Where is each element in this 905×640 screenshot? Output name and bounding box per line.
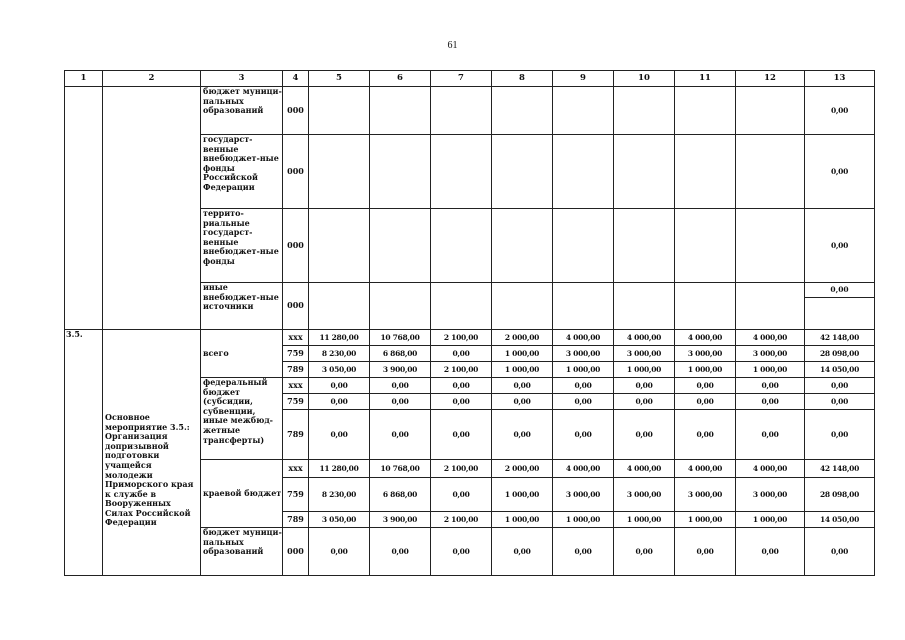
value-cell: 0,00 — [492, 378, 553, 394]
value-cell: 0,00 — [309, 528, 370, 576]
value-cell: 4 000,00 — [614, 460, 675, 478]
value-cell: 14 050,00 — [805, 362, 875, 378]
value-cell: 3 000,00 — [553, 478, 614, 512]
page-number: 61 — [447, 40, 458, 51]
value-cell: 4 000,00 — [553, 460, 614, 478]
value-cell: 0,00 — [614, 528, 675, 576]
funding-source: краевой бюджет — [201, 460, 283, 528]
value-cell: 28 098,00 — [805, 478, 875, 512]
funding-source: федеральный бюджет (субсидии, субвенции, иные межбюд-жетные трансферты) — [201, 378, 283, 460]
value-cell: 4 000,00 — [736, 460, 805, 478]
code-cell: 000 — [283, 87, 309, 135]
value-cell: 10 768,00 — [370, 460, 431, 478]
funding-source: государст-венные внебюджет-ные фонды Российской Федерации — [201, 135, 283, 209]
header-cell: 8 — [492, 71, 553, 87]
value-cell: 0,00 — [431, 478, 492, 512]
header-cell: 3 — [201, 71, 283, 87]
value-cell: 0,00 — [370, 528, 431, 576]
funding-source: бюджет муници-пальных образований — [201, 87, 283, 135]
header-cell: 9 — [553, 71, 614, 87]
value-cell: 0,00 — [309, 394, 370, 410]
header-cell: 10 — [614, 71, 675, 87]
value-cell: 2 000,00 — [492, 330, 553, 346]
value-cell: 14 050,00 — [805, 512, 875, 528]
value-cell: 1 000,00 — [736, 362, 805, 378]
code-cell: 759 — [283, 394, 309, 410]
value-cell: 0,00 — [370, 378, 431, 394]
header-cell: 11 — [675, 71, 736, 87]
value-cell: 4 000,00 — [675, 460, 736, 478]
value-cell: 0,00 — [370, 394, 431, 410]
value-cell: 3 050,00 — [309, 512, 370, 528]
value-cell: 6 868,00 — [370, 478, 431, 512]
header-cell: 12 — [736, 71, 805, 87]
value-cell: 1 000,00 — [553, 362, 614, 378]
item-number: 3.5. — [65, 330, 103, 576]
value-cell: 1 000,00 — [553, 512, 614, 528]
code-cell: 000 — [283, 283, 309, 330]
value-cell: 0,00 — [553, 410, 614, 460]
value-cell: 0,00 — [431, 410, 492, 460]
code-cell: 000 — [283, 209, 309, 283]
value-cell: 0,00 — [492, 528, 553, 576]
value-cell: 3 000,00 — [614, 346, 675, 362]
value-cell: 0,00 — [492, 410, 553, 460]
value-cell: 10 768,00 — [370, 330, 431, 346]
empty-cell — [103, 87, 201, 330]
total-cell: 0,00 — [805, 209, 875, 283]
header-cell: 13 — [805, 71, 875, 87]
value-cell: 4 000,00 — [553, 330, 614, 346]
value-cell: 4 000,00 — [614, 330, 675, 346]
value-cell: 4 000,00 — [675, 330, 736, 346]
value-cell: 42 148,00 — [805, 460, 875, 478]
value-cell: 0,00 — [614, 410, 675, 460]
value-cell: 0,00 — [736, 528, 805, 576]
code-cell: 000 — [283, 528, 309, 576]
value-cell: 3 000,00 — [675, 478, 736, 512]
value-cell: 0,00 — [492, 394, 553, 410]
header-row — [65, 71, 875, 87]
total-cell: 0,00 — [805, 87, 875, 135]
value-cell: 2 100,00 — [431, 362, 492, 378]
value-cell: 3 050,00 — [309, 362, 370, 378]
table-row — [65, 87, 875, 135]
funding-source: террито-риальные государст-венные внебюджет-ные фонды — [201, 209, 283, 283]
value-cell: 3 900,00 — [370, 362, 431, 378]
value-cell: 3 000,00 — [553, 346, 614, 362]
code-cell: ххх — [283, 330, 309, 346]
code-cell: 000 — [283, 135, 309, 209]
value-cell: 0,00 — [736, 378, 805, 394]
value-cell: 11 280,00 — [309, 330, 370, 346]
value-cell: 0,00 — [309, 378, 370, 394]
value-cell: 0,00 — [614, 394, 675, 410]
header-cell: 5 — [309, 71, 370, 87]
value-cell: 0,00 — [675, 394, 736, 410]
value-cell: 1 000,00 — [736, 512, 805, 528]
value-cell: 0,00 — [431, 528, 492, 576]
code-cell: 789 — [283, 410, 309, 460]
code-cell: 789 — [283, 362, 309, 378]
item-title: Основное мероприятие 3.5.: Организация допризывной подготовки учащейся молодежи Приморского края к службе в Вооруженных Силах Российской Федерации — [103, 330, 201, 576]
value-cell: 0,00 — [805, 410, 875, 460]
value-cell: 3 000,00 — [614, 478, 675, 512]
value-cell: 3 000,00 — [675, 346, 736, 362]
value-cell: 0,00 — [553, 378, 614, 394]
code-cell: 759 — [283, 478, 309, 512]
value-cell: 0,00 — [553, 394, 614, 410]
value-cell: 1 000,00 — [492, 362, 553, 378]
code-cell: 759 — [283, 346, 309, 362]
value-cell: 42 148,00 — [805, 330, 875, 346]
header-cell: 4 — [283, 71, 309, 87]
value-cell: 1 000,00 — [614, 512, 675, 528]
funding-source: всего — [201, 330, 283, 378]
value-cell: 3 000,00 — [736, 478, 805, 512]
value-cell: 0,00 — [431, 378, 492, 394]
value-cell: 1 000,00 — [614, 362, 675, 378]
value-cell: 0,00 — [805, 394, 875, 410]
value-cell: 11 280,00 — [309, 460, 370, 478]
code-cell: 789 — [283, 512, 309, 528]
value-cell: 1 000,00 — [492, 346, 553, 362]
value-cell: 2 100,00 — [431, 330, 492, 346]
value-cell: 0,00 — [675, 410, 736, 460]
value-cell: 3 000,00 — [736, 346, 805, 362]
value-cell: 0,00 — [736, 394, 805, 410]
value-cell: 0,00 — [370, 410, 431, 460]
total-cell: 0,00 — [805, 283, 875, 330]
value-cell: 0,00 — [675, 378, 736, 394]
value-cell: 0,00 — [309, 410, 370, 460]
value-cell: 6 868,00 — [370, 346, 431, 362]
empty-cell — [65, 87, 103, 330]
value-cell: 0,00 — [553, 528, 614, 576]
value-cell: 2 100,00 — [431, 512, 492, 528]
header-cell: 2 — [103, 71, 201, 87]
value-cell: 8 230,00 — [309, 478, 370, 512]
header-cell: 1 — [65, 71, 103, 87]
header-cell: 6 — [370, 71, 431, 87]
value-cell: 2 000,00 — [492, 460, 553, 478]
funding-source: иные внебюджет-ные источники — [201, 283, 283, 330]
value-cell: 0,00 — [736, 410, 805, 460]
code-cell: ххх — [283, 460, 309, 478]
value-cell: 1 000,00 — [492, 478, 553, 512]
total-cell: 0,00 — [805, 135, 875, 209]
value-cell: 8 230,00 — [309, 346, 370, 362]
value-cell: 0,00 — [614, 378, 675, 394]
value-cell: 0,00 — [675, 528, 736, 576]
value-cell: 1 000,00 — [492, 512, 553, 528]
value-cell: 28 098,00 — [805, 346, 875, 362]
budget-table — [64, 70, 875, 576]
value-cell: 0,00 — [805, 528, 875, 576]
value-cell: 2 100,00 — [431, 460, 492, 478]
value-cell: 0,00 — [431, 394, 492, 410]
value-cell: 0,00 — [431, 346, 492, 362]
header-cell: 7 — [431, 71, 492, 87]
code-cell: ххх — [283, 378, 309, 394]
value-cell: 0,00 — [805, 378, 875, 394]
value-cell: 1 000,00 — [675, 362, 736, 378]
value-cell: 4 000,00 — [736, 330, 805, 346]
table-row — [65, 330, 875, 346]
value-cell: 3 900,00 — [370, 512, 431, 528]
funding-source: бюджет муници-пальных образований — [201, 528, 283, 576]
value-cell: 1 000,00 — [675, 512, 736, 528]
